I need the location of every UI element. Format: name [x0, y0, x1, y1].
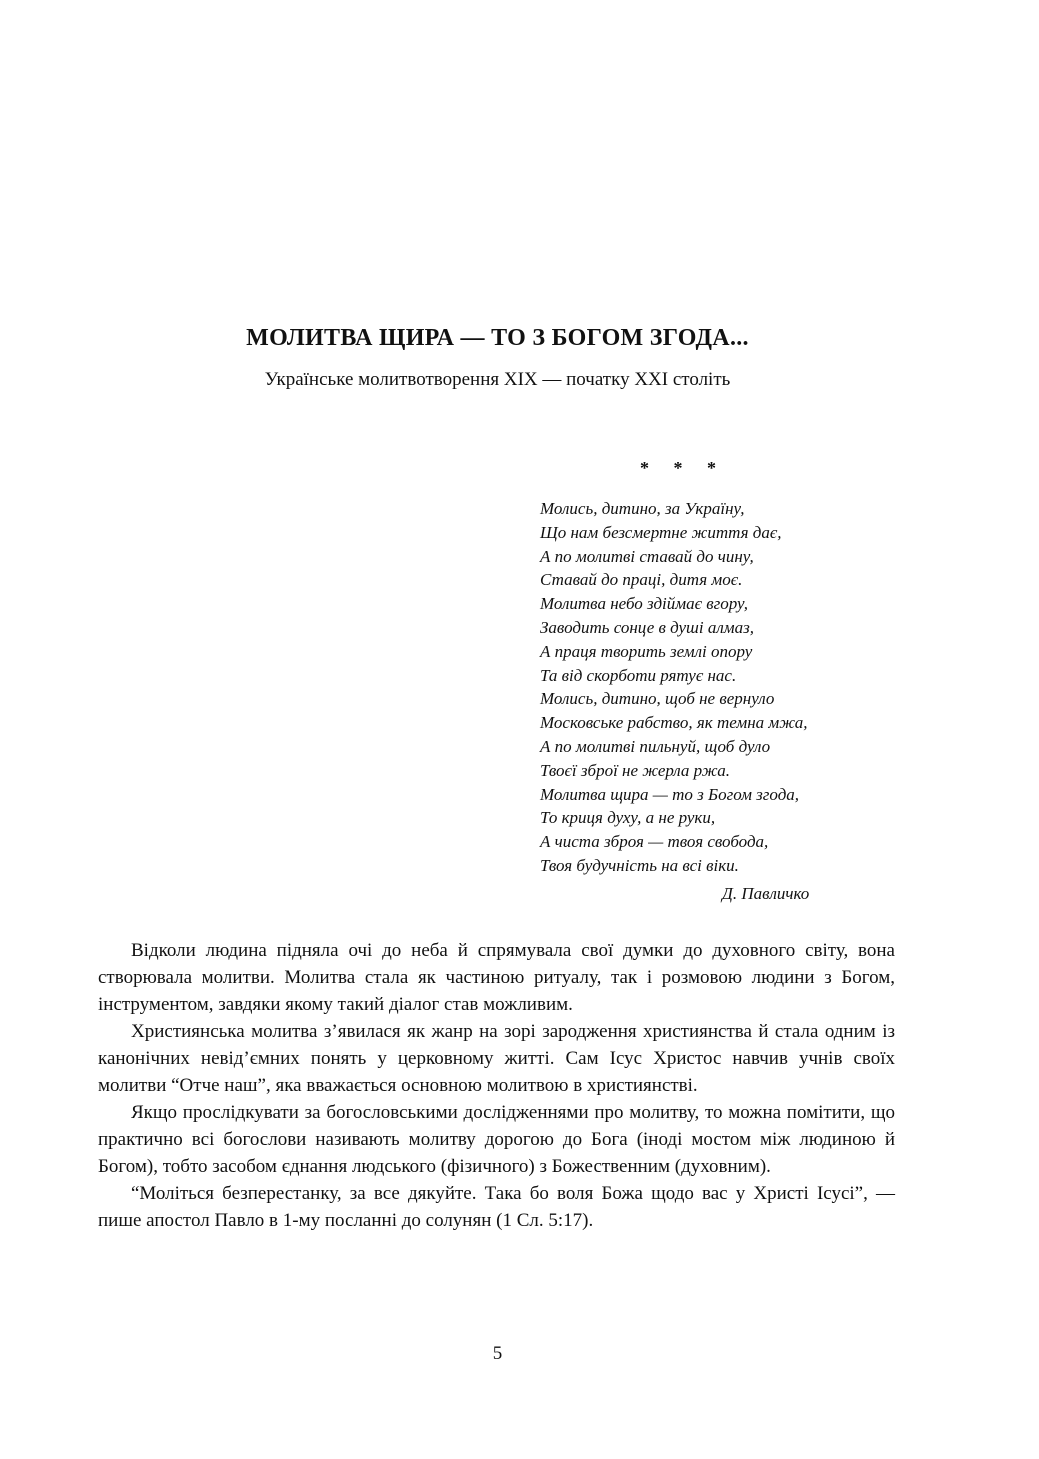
page-title: МОЛИТВА ЩИРА — ТО З БОГОМ ЗГОДА... — [246, 325, 749, 351]
poem-line: Твоєї зброї не жерла ржа. — [540, 760, 731, 780]
poem-line: Заводить сонце в душі алмаз, — [540, 617, 754, 637]
poem-line: Твоя будучність на всі віки. — [540, 855, 739, 875]
poem-line: То криця духу, а не руки, — [540, 808, 716, 828]
poem-line: А по молитві ставай до чину, — [540, 546, 754, 566]
poem-line: Молитва щира — то з Богом згода, — [540, 784, 800, 804]
poem-line: А по молитві пильнуй, щоб дуло — [540, 736, 771, 756]
epigraph-poem — [540, 497, 900, 878]
body-text — [98, 937, 895, 1234]
poem-line: Московське рабство, як темна мжа, — [540, 713, 808, 733]
poem-line: Що нам безсмертне життя дає, — [540, 522, 782, 542]
body-paragraph: Якщо прослідкувати за богословськими дослідженнями про молитву, то можна помітити, що практично всі богослови називають молитву дорогою до Бога (іноді мостом між людиною й Богом), тобто засобом єднання людського (фізичного) з Божественним (духовним). — [98, 1102, 895, 1177]
body-paragraph: Християнська молитва з’явилася як жанр на зорі зародження християнства й стала одним із канонічних невід’ємних понять у церковному житті. Сам Ісус Христос навчив учнів своїх молитви “Отче наш”, яка вважається основною молитвою в християнстві. — [98, 1021, 895, 1096]
body-paragraph: Відколи людина підняла очі до неба й спрямувала свої думки до духовного світу, вона створювала молитви. Молитва стала як частиною ритуалу, так і розмовою людини з Богом, інструментом, завдяки якому такий діалог став можливим. — [98, 940, 895, 1015]
body-paragraph: “Моліться безперестанку, за все дякуйте. Така бо воля Божа щодо вас у Христі Ісусі”, — пише апостол Павло в 1-му посланні до солунян (1 Сл. 5:17). — [98, 1183, 895, 1231]
poem-line: Молись, дитино, щоб не вернуло — [540, 689, 775, 709]
poem-line: Молись, дитино, за Україну, — [540, 499, 745, 518]
poem-line: А праця творить землі опору — [540, 641, 753, 661]
poem-line: Молитва небо здіймає вгору, — [540, 594, 749, 614]
poem-line: Ставай до праці, дитя моє. — [540, 570, 743, 590]
poem-line: А чиста зброя — твоя свобода, — [540, 832, 769, 852]
poem-line: Та від скорботи рятує нас. — [540, 665, 737, 685]
section-separator: * * * — [640, 458, 726, 478]
epigraph-author: Д. Павличко — [722, 884, 810, 903]
page-number: 5 — [492, 1343, 503, 1364]
page-subtitle: Українське молитвотворення XIX — початку XXI століть — [264, 369, 731, 390]
